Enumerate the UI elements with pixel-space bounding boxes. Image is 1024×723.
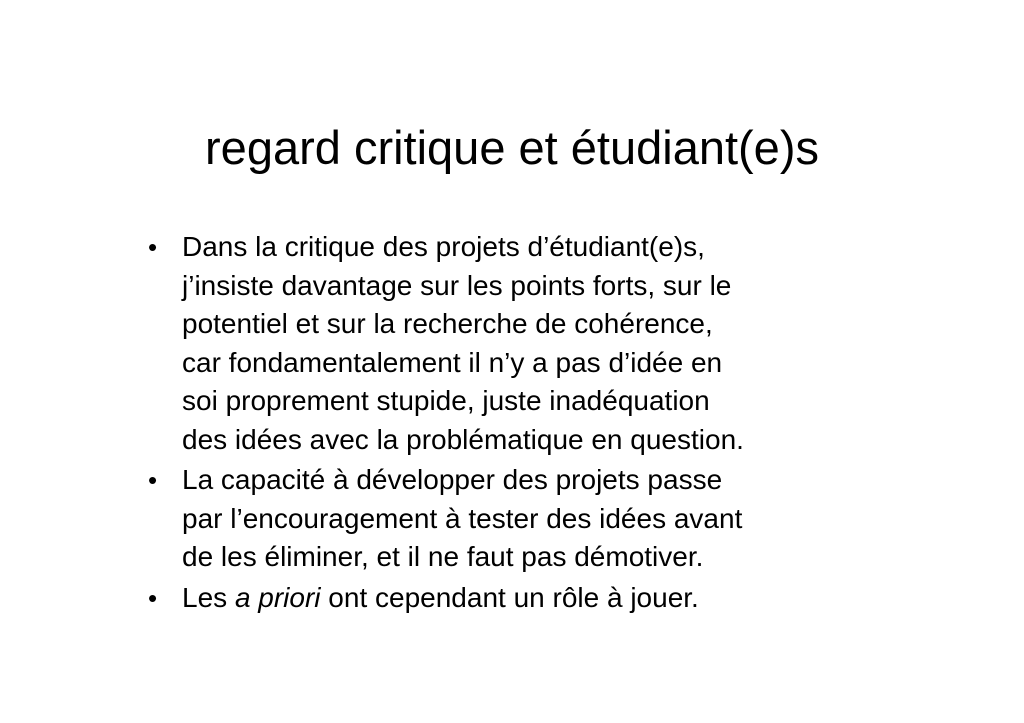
bullet-2-line-1: La capacité à développer des projets passe bbox=[182, 464, 723, 495]
bullet-2-line-3: de les éliminer, et il ne faut pas démotiver. bbox=[182, 541, 704, 572]
bullet-item-1 bbox=[146, 228, 886, 459]
bullet-icon: • bbox=[148, 582, 158, 613]
bullet-3-line-1 bbox=[182, 579, 886, 618]
bullet-icon: • bbox=[148, 465, 158, 495]
bullet-1-line-1: Dans la critique des projets d’étudiant(e)s, bbox=[182, 231, 705, 262]
bullet-3-emphasis: a priori bbox=[234, 581, 321, 613]
bullet-3-suffix: ont cependant un rôle à jouer. bbox=[320, 581, 699, 613]
bullet-1-line-5: soi proprement stupide, juste inadéquation bbox=[182, 385, 710, 416]
bullet-1-line-6: des idées avec la problématique en question. bbox=[182, 423, 744, 455]
bullet-icon: • bbox=[148, 232, 158, 262]
bullet-1-line-2: j’insiste davantage sur les points forts, sur le bbox=[182, 269, 732, 301]
bullet-1-line-3: potentiel et sur la recherche de cohérence, bbox=[182, 308, 713, 339]
bullet-list bbox=[146, 228, 886, 619]
bullet-item-3 bbox=[146, 579, 886, 618]
bullet-1-line-4: car fondamentalement il n’y a pas d’idée en bbox=[182, 346, 723, 378]
slide-title: regard critique et étudiant(e)s bbox=[205, 121, 819, 174]
bullet-3-prefix: Les bbox=[182, 581, 235, 613]
bullet-2-line-2: par l’encouragement à tester des idées avant bbox=[182, 502, 743, 534]
bullet-item-2 bbox=[146, 461, 886, 577]
